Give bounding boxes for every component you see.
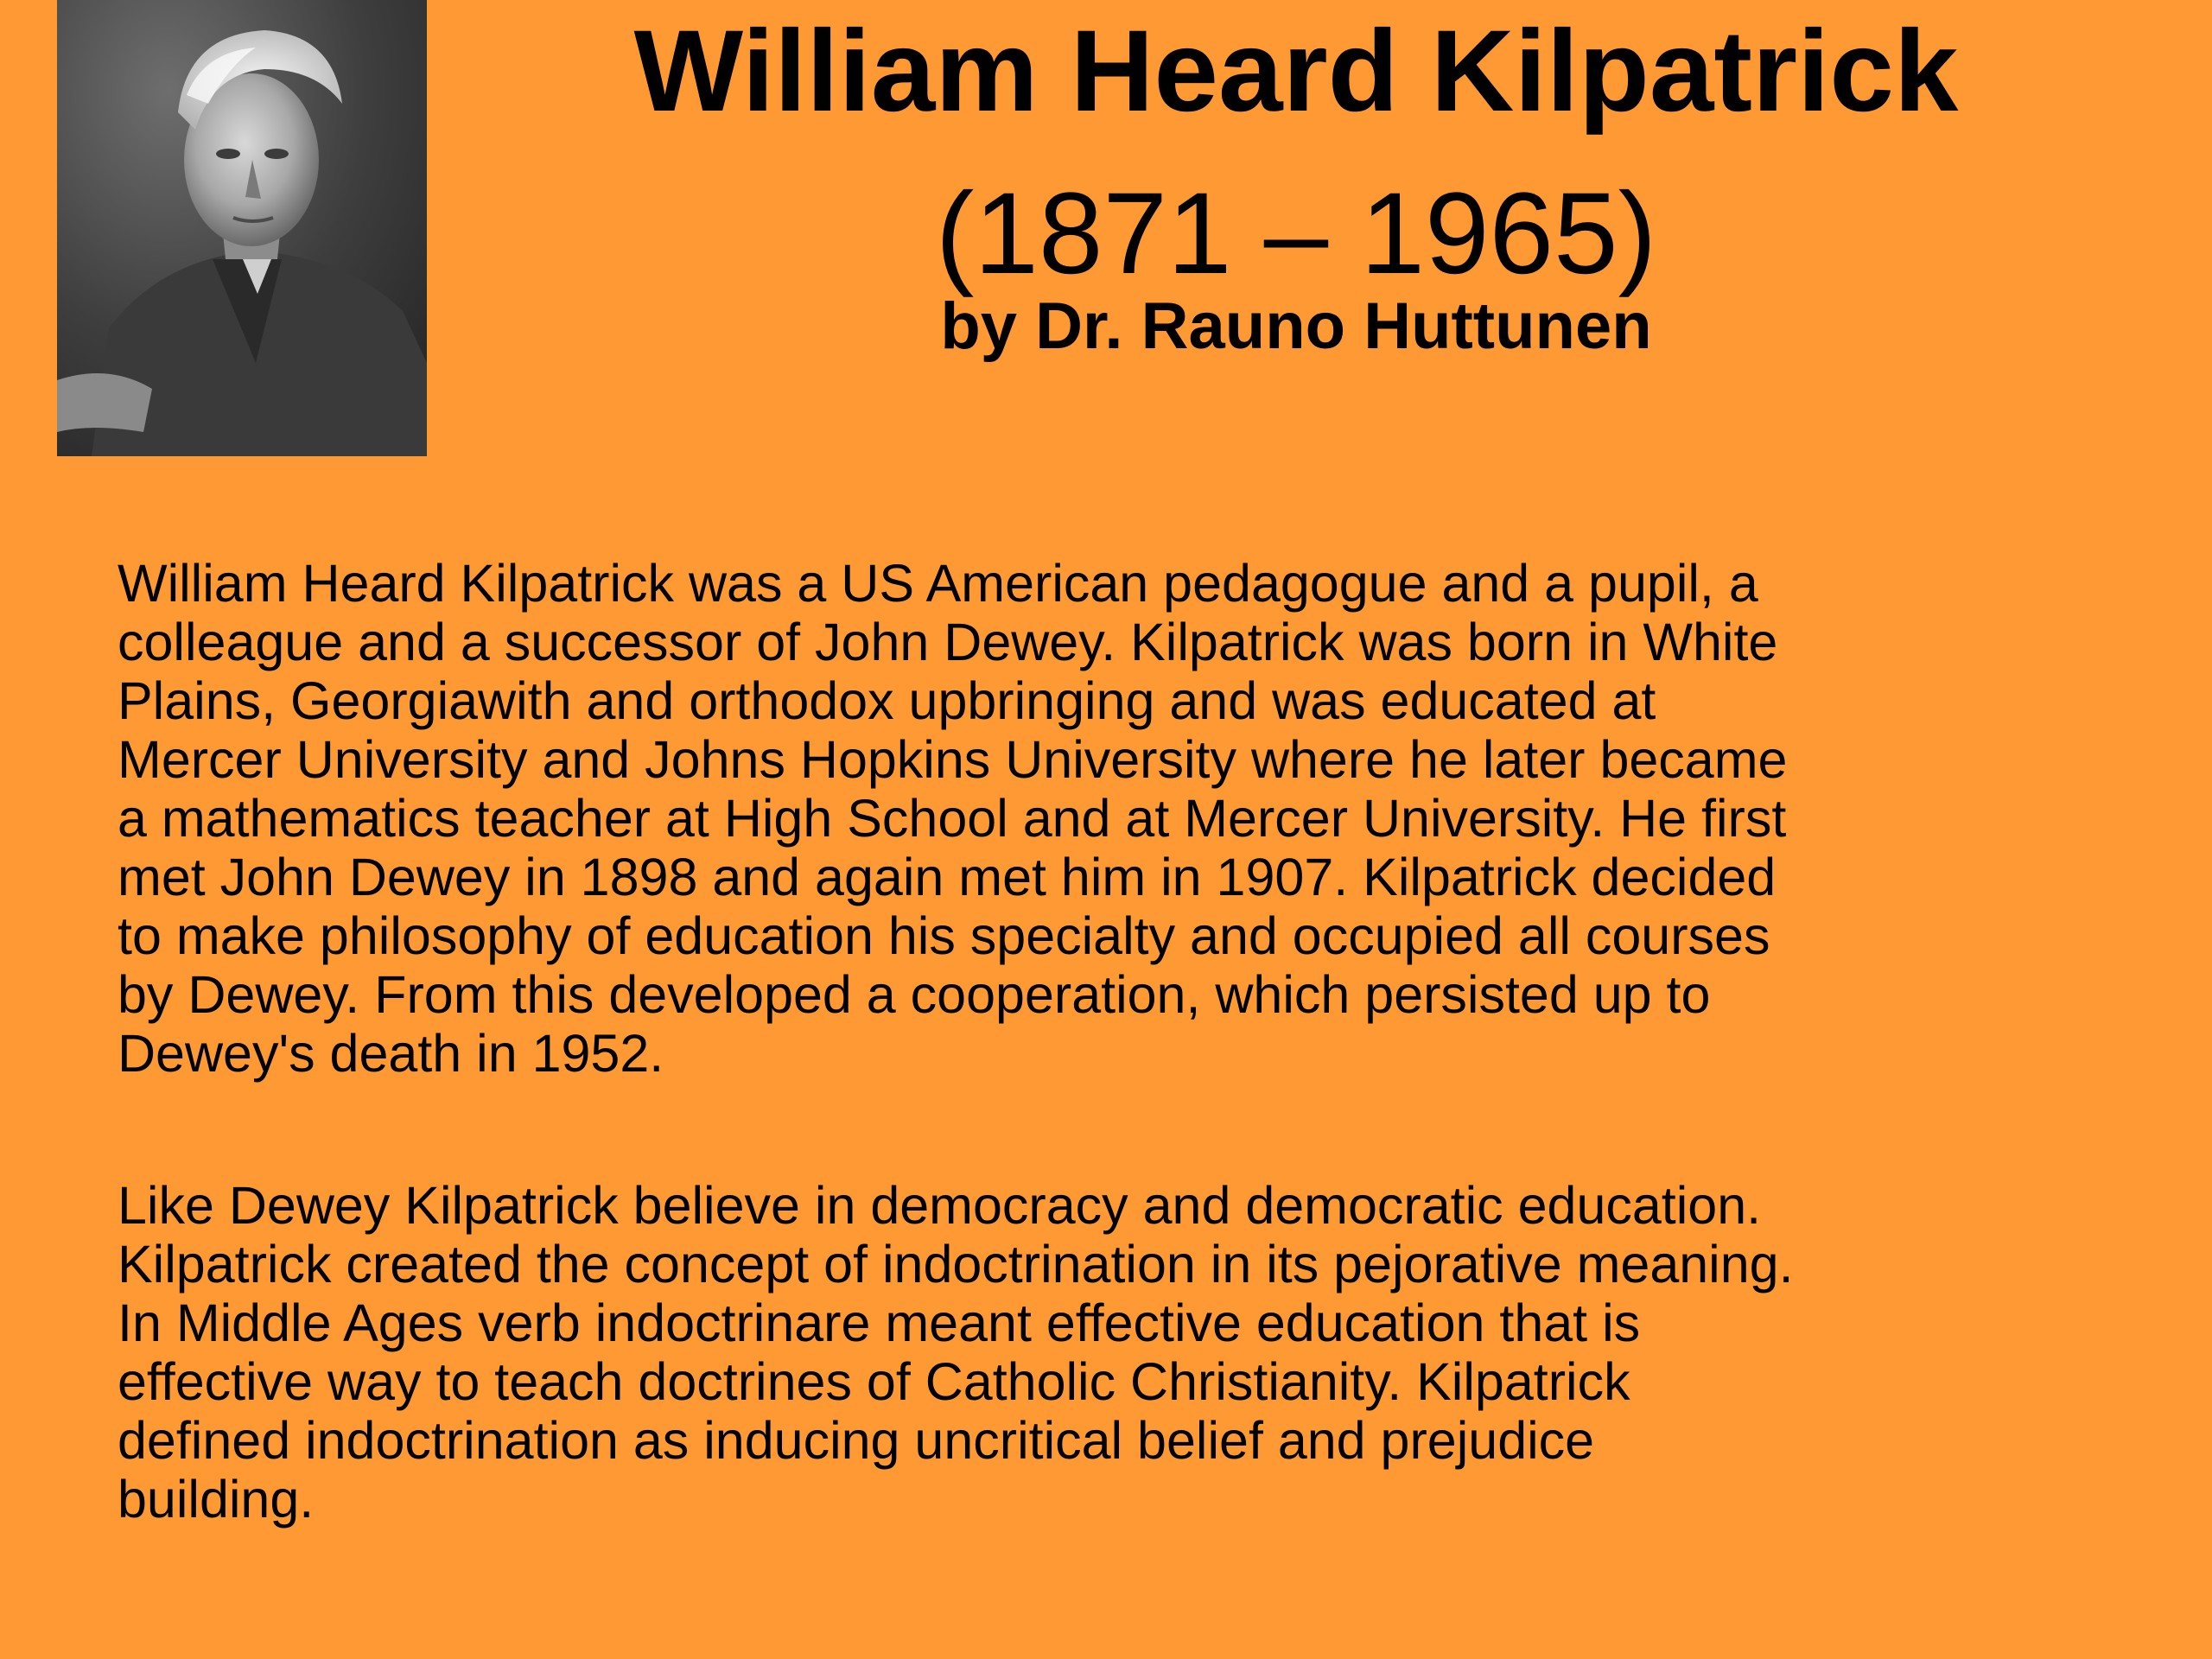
- indoctrination-paragraph: [118, 1176, 2209, 1529]
- biography-paragraph: [118, 554, 2209, 1083]
- paragraph-line: Kilpatrick created the concept of indoctrination in its pejorative meaning.: [118, 1235, 1794, 1294]
- paragraph-line: William Heard Kilpatrick was a US American pedagogue and a pupil, a: [118, 554, 1758, 613]
- paragraph-line: met John Dewey in 1898 and again met him in 1907. Kilpatrick decided: [118, 848, 1777, 906]
- portrait-illustration: [57, 0, 427, 456]
- paragraph-line: Mercer University and Johns Hopkins University where he later became: [118, 730, 1788, 789]
- paragraph-line: Dewey's death in 1952.: [118, 1024, 664, 1083]
- paragraph-line: building.: [118, 1470, 315, 1529]
- paragraph-line: a mathematics teacher at High School and at Mercer University. He first: [118, 789, 1787, 848]
- paragraph-line: effective way to teach doctrines of Catholic Christianity. Kilpatrick: [118, 1352, 1630, 1411]
- portrait-photo: [57, 0, 427, 456]
- paragraph-line: Like Dewey Kilpatrick believe in democracy and democratic education.: [118, 1176, 1762, 1235]
- paragraph-line: to make philosophy of education his specialty and occupied all courses: [118, 906, 1770, 965]
- paragraph-line: by Dewey. From this developed a cooperation, which persisted up to: [118, 965, 1711, 1024]
- paragraph-line: colleague and a successor of John Dewey. Kilpatrick was born in White: [118, 613, 1778, 671]
- slide-title: William Heard Kilpatrick: [633, 7, 1959, 136]
- author-byline: by Dr. Rauno Huttunen: [940, 289, 1652, 363]
- paragraph-line: Plains, Georgiawith and orthodox upbringing and was educated at: [118, 671, 1656, 730]
- paragraph-line: defined indoctrination as inducing uncritical belief and prejudice: [118, 1411, 1595, 1470]
- life-years: (1871 – 1965): [935, 169, 1657, 298]
- paragraph-line: In Middle Ages verb indoctrinare meant effective education that is: [118, 1294, 1641, 1352]
